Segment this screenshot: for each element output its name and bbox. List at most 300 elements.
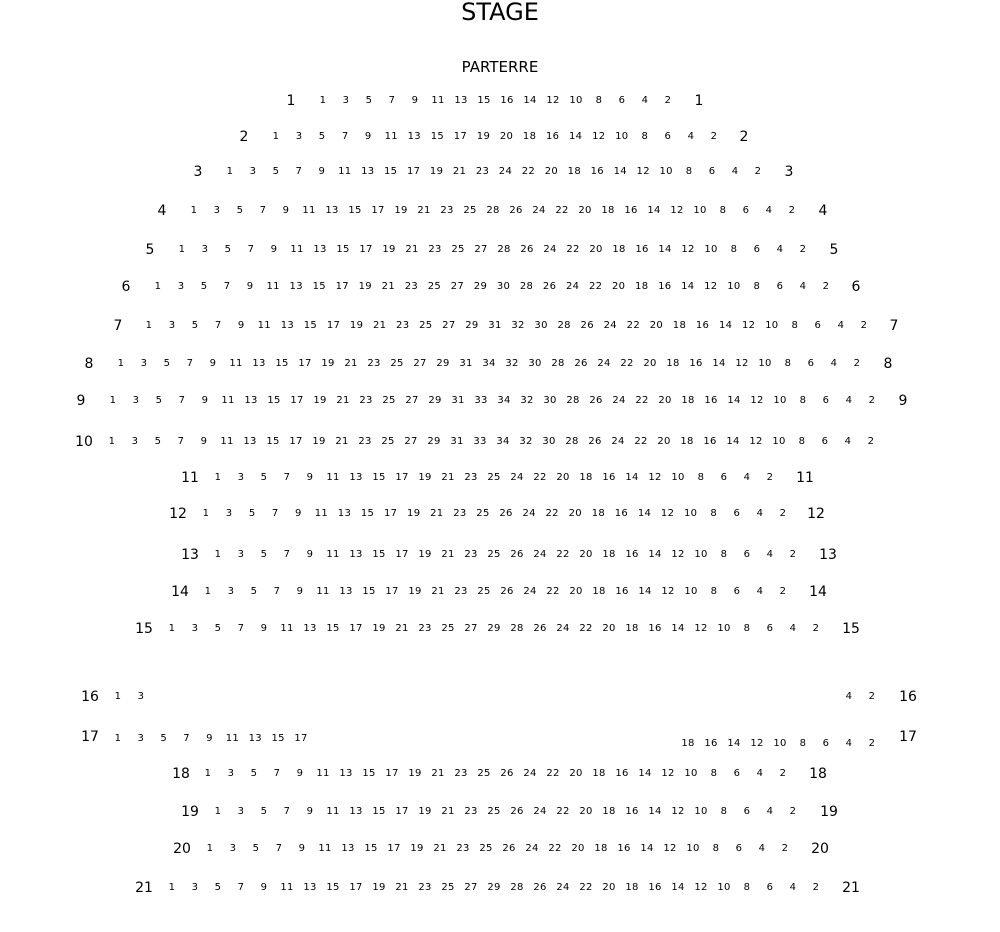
seat[interactable]: 26: [499, 508, 513, 519]
seat[interactable]: 20: [499, 131, 514, 142]
seat[interactable]: 21: [441, 549, 455, 560]
seat[interactable]: 7: [271, 508, 279, 519]
seat[interactable]: 20: [602, 882, 616, 893]
seat[interactable]: 16: [590, 166, 604, 177]
seat[interactable]: 7: [177, 436, 185, 447]
seat[interactable]: 22: [634, 436, 648, 447]
seat[interactable]: 23: [404, 281, 419, 292]
seat[interactable]: 13: [341, 843, 355, 854]
seat[interactable]: 11: [220, 436, 234, 447]
seat[interactable]: 14: [671, 623, 685, 634]
seat[interactable]: 20: [544, 166, 559, 177]
seat[interactable]: 10: [694, 806, 708, 817]
seat[interactable]: 4: [756, 586, 764, 597]
seat[interactable]: 17: [290, 395, 304, 406]
seat[interactable]: 7: [273, 768, 281, 779]
seat[interactable]: 13: [243, 436, 257, 447]
seat[interactable]: 6: [618, 95, 626, 106]
seat[interactable]: 3: [137, 733, 145, 744]
seat[interactable]: 28: [510, 623, 524, 634]
seat[interactable]: 25: [476, 508, 490, 519]
seat[interactable]: 17: [349, 882, 363, 893]
seat[interactable]: 2: [812, 882, 820, 893]
seat[interactable]: 33: [474, 395, 488, 406]
seat[interactable]: 6: [766, 623, 774, 634]
seat[interactable]: 12: [694, 882, 708, 893]
seat[interactable]: 2: [868, 691, 876, 702]
seat[interactable]: 23: [456, 843, 470, 854]
seat[interactable]: 7: [223, 281, 231, 292]
seat[interactable]: 15: [362, 586, 376, 597]
seat[interactable]: 11: [384, 131, 398, 142]
seat[interactable]: 25: [419, 320, 433, 331]
seat[interactable]: 20: [602, 623, 616, 634]
seat[interactable]: 1: [114, 691, 122, 702]
seat[interactable]: 13: [337, 508, 352, 519]
seat[interactable]: 15: [360, 508, 375, 519]
seat[interactable]: 19: [429, 166, 444, 177]
seat[interactable]: 9: [237, 320, 245, 331]
seat[interactable]: 23: [453, 508, 467, 519]
seat[interactable]: 7: [214, 320, 222, 331]
seat[interactable]: 16: [624, 205, 638, 216]
seat[interactable]: 18: [672, 320, 687, 331]
seat[interactable]: 25: [381, 436, 395, 447]
seat[interactable]: 1: [206, 843, 214, 854]
seat[interactable]: 24: [525, 843, 539, 854]
seat[interactable]: 6: [821, 436, 829, 447]
seat[interactable]: 14: [726, 436, 740, 447]
seat[interactable]: 8: [710, 508, 718, 519]
seat[interactable]: 11: [431, 95, 445, 106]
seat[interactable]: 16: [704, 738, 718, 749]
seat[interactable]: 7: [388, 95, 396, 106]
seat[interactable]: 19: [408, 768, 422, 779]
seat[interactable]: 6: [720, 472, 728, 483]
seat[interactable]: 2: [853, 358, 861, 369]
seat[interactable]: 2: [779, 586, 787, 597]
seat[interactable]: 23: [396, 320, 410, 331]
seat[interactable]: 19: [418, 806, 432, 817]
seat[interactable]: 20: [589, 244, 603, 255]
seat[interactable]: 28: [486, 205, 500, 216]
seat[interactable]: 3: [132, 395, 140, 406]
seat[interactable]: 15: [326, 882, 340, 893]
seat[interactable]: 18: [680, 436, 694, 447]
seat[interactable]: 9: [294, 508, 302, 519]
seat[interactable]: 20: [612, 281, 626, 292]
seat[interactable]: 8: [791, 320, 799, 331]
seat[interactable]: 4: [766, 806, 774, 817]
seat[interactable]: 26: [588, 436, 602, 447]
seat[interactable]: 21: [441, 806, 455, 817]
seat[interactable]: 8: [743, 623, 751, 634]
seat[interactable]: 23: [440, 205, 454, 216]
seat[interactable]: 11: [266, 281, 280, 292]
seat[interactable]: 15: [384, 166, 398, 177]
seat[interactable]: 1: [272, 131, 280, 142]
seat[interactable]: 14: [613, 166, 627, 177]
seat[interactable]: 7: [275, 843, 283, 854]
seat[interactable]: 19: [372, 623, 386, 634]
seat[interactable]: 3: [342, 95, 350, 106]
seat[interactable]: 13: [454, 95, 468, 106]
seat[interactable]: 11: [280, 882, 294, 893]
seat[interactable]: 9: [364, 131, 372, 142]
seat[interactable]: 10: [765, 320, 779, 331]
seat[interactable]: 21: [344, 358, 358, 369]
seat[interactable]: 17: [335, 281, 349, 292]
seat[interactable]: 23: [475, 166, 490, 177]
seat[interactable]: 20: [571, 843, 585, 854]
seat[interactable]: 13: [289, 281, 303, 292]
seat[interactable]: 14: [640, 843, 654, 854]
seat[interactable]: 15: [303, 320, 318, 331]
seat[interactable]: 1: [202, 508, 210, 519]
seat[interactable]: 6: [743, 549, 751, 560]
seat[interactable]: 24: [522, 508, 536, 519]
seat[interactable]: 16: [615, 586, 629, 597]
seat[interactable]: 11: [229, 358, 243, 369]
seat[interactable]: 10: [758, 358, 772, 369]
seat[interactable]: 18: [681, 395, 695, 406]
seat[interactable]: 7: [186, 358, 194, 369]
seat[interactable]: 16: [615, 768, 629, 779]
seat[interactable]: 5: [200, 281, 208, 292]
seat[interactable]: 6: [664, 131, 672, 142]
seat[interactable]: 15: [266, 436, 280, 447]
seat[interactable]: 3: [191, 882, 199, 893]
seat[interactable]: 6: [735, 843, 743, 854]
seat[interactable]: 3: [213, 205, 221, 216]
seat[interactable]: 23: [358, 436, 372, 447]
seat[interactable]: 5: [160, 733, 168, 744]
seat[interactable]: 15: [336, 244, 350, 255]
seat[interactable]: 14: [712, 358, 726, 369]
seat[interactable]: 12: [681, 244, 695, 255]
seat[interactable]: 5: [214, 623, 222, 634]
seat[interactable]: 13: [280, 320, 295, 331]
seat[interactable]: 13: [252, 358, 266, 369]
seat[interactable]: 9: [296, 768, 304, 779]
seat[interactable]: 14: [727, 395, 741, 406]
seat[interactable]: 21: [452, 166, 467, 177]
seat[interactable]: 31: [488, 320, 502, 331]
seat[interactable]: 4: [756, 768, 764, 779]
seat[interactable]: 4: [765, 205, 773, 216]
seat[interactable]: 27: [404, 436, 418, 447]
seat[interactable]: 30: [496, 281, 511, 292]
seat[interactable]: 7: [259, 205, 267, 216]
seat[interactable]: 1: [204, 768, 212, 779]
seat[interactable]: 3: [229, 843, 237, 854]
seat[interactable]: 8: [595, 95, 603, 106]
seat[interactable]: 11: [221, 395, 235, 406]
seat[interactable]: 2: [822, 281, 830, 292]
seat[interactable]: 9: [306, 549, 314, 560]
seat[interactable]: 26: [574, 358, 588, 369]
seat[interactable]: 12: [704, 281, 718, 292]
seat[interactable]: 22: [545, 508, 559, 519]
seat[interactable]: 16: [703, 436, 717, 447]
seat[interactable]: 3: [201, 244, 209, 255]
seat[interactable]: 4: [837, 320, 845, 331]
seat[interactable]: 18: [635, 281, 649, 292]
seat[interactable]: 1: [214, 549, 222, 560]
seat[interactable]: 10: [615, 131, 629, 142]
seat[interactable]: 22: [635, 395, 649, 406]
seat[interactable]: 15: [275, 358, 289, 369]
seat[interactable]: 20: [578, 205, 592, 216]
seat[interactable]: 10: [727, 281, 741, 292]
seat[interactable]: 25: [487, 806, 501, 817]
seat[interactable]: 4: [845, 691, 853, 702]
seat[interactable]: 15: [372, 549, 386, 560]
seat[interactable]: 14: [523, 95, 537, 106]
seat[interactable]: 17: [453, 131, 468, 142]
seat[interactable]: 23: [418, 623, 432, 634]
seat[interactable]: 10: [717, 882, 731, 893]
seat[interactable]: 16: [617, 843, 631, 854]
seat[interactable]: 9: [306, 806, 314, 817]
seat[interactable]: 6: [822, 395, 830, 406]
seat[interactable]: 28: [497, 244, 511, 255]
seat[interactable]: 32: [511, 320, 525, 331]
seat[interactable]: 7: [273, 586, 281, 597]
seat[interactable]: 2: [779, 508, 787, 519]
seat[interactable]: 24: [612, 395, 626, 406]
seat[interactable]: 3: [295, 131, 303, 142]
seat[interactable]: 22: [548, 843, 562, 854]
seat[interactable]: 25: [427, 281, 442, 292]
seat[interactable]: 9: [260, 623, 268, 634]
seat[interactable]: 17: [359, 244, 373, 255]
seat[interactable]: 21: [336, 395, 350, 406]
seat[interactable]: 11: [290, 244, 304, 255]
seat[interactable]: 16: [625, 806, 639, 817]
seat[interactable]: 20: [649, 320, 664, 331]
seat[interactable]: 17: [289, 436, 303, 447]
seat[interactable]: 21: [335, 436, 349, 447]
seat[interactable]: 2: [766, 472, 774, 483]
seat[interactable]: 24: [523, 768, 537, 779]
seat[interactable]: 7: [247, 244, 255, 255]
seat[interactable]: 26: [502, 843, 516, 854]
seat[interactable]: 18: [522, 131, 537, 142]
seat[interactable]: 10: [671, 472, 685, 483]
seat[interactable]: 2: [754, 166, 762, 177]
seat[interactable]: 1: [114, 733, 122, 744]
seat[interactable]: 11: [302, 205, 316, 216]
seat[interactable]: 10: [773, 395, 787, 406]
seat[interactable]: 16: [614, 508, 629, 519]
seat[interactable]: 4: [845, 395, 853, 406]
seat[interactable]: 18: [625, 623, 639, 634]
seat[interactable]: 25: [451, 244, 465, 255]
seat[interactable]: 22: [521, 166, 536, 177]
seat[interactable]: 24: [603, 320, 617, 331]
seat[interactable]: 14: [658, 244, 672, 255]
seat[interactable]: 10: [686, 843, 700, 854]
seat[interactable]: 30: [542, 436, 556, 447]
seat[interactable]: 7: [283, 806, 291, 817]
seat[interactable]: 4: [789, 623, 797, 634]
seat[interactable]: 25: [487, 549, 501, 560]
seat[interactable]: 18: [601, 205, 615, 216]
seat[interactable]: 27: [450, 281, 465, 292]
seat[interactable]: 18: [591, 508, 606, 519]
seat[interactable]: 24: [611, 436, 625, 447]
seat[interactable]: 6: [822, 738, 830, 749]
seat[interactable]: 13: [349, 472, 363, 483]
seat[interactable]: 6: [743, 806, 751, 817]
seat[interactable]: 12: [663, 843, 677, 854]
seat[interactable]: 16: [602, 472, 616, 483]
seat[interactable]: 14: [638, 586, 652, 597]
seat[interactable]: 24: [533, 549, 547, 560]
seat[interactable]: 18: [681, 738, 695, 749]
seat[interactable]: 10: [717, 623, 731, 634]
seat[interactable]: 1: [214, 806, 222, 817]
seat[interactable]: 17: [371, 205, 385, 216]
seat[interactable]: 8: [697, 472, 705, 483]
seat[interactable]: 5: [154, 436, 162, 447]
seat[interactable]: 21: [417, 205, 431, 216]
seat[interactable]: 13: [244, 395, 258, 406]
seat[interactable]: 7: [283, 472, 291, 483]
seat[interactable]: 1: [168, 882, 176, 893]
seat[interactable]: 1: [204, 586, 212, 597]
seat[interactable]: 32: [520, 395, 534, 406]
seat[interactable]: 2: [868, 395, 876, 406]
seat[interactable]: 22: [546, 768, 560, 779]
seat[interactable]: 2: [781, 843, 789, 854]
seat[interactable]: 19: [410, 843, 424, 854]
seat[interactable]: 22: [533, 472, 547, 483]
seat[interactable]: 1: [117, 358, 125, 369]
seat[interactable]: 16: [658, 281, 672, 292]
seat[interactable]: 10: [773, 738, 787, 749]
seat[interactable]: 25: [441, 882, 455, 893]
seat[interactable]: 4: [776, 244, 784, 255]
seat[interactable]: 2: [799, 244, 807, 255]
seat[interactable]: 12: [546, 95, 560, 106]
seat[interactable]: 27: [464, 882, 478, 893]
seat[interactable]: 24: [533, 806, 547, 817]
seat[interactable]: 15: [271, 733, 285, 744]
seat[interactable]: 8: [743, 882, 751, 893]
seat[interactable]: 26: [500, 586, 514, 597]
seat[interactable]: 30: [528, 358, 542, 369]
seat[interactable]: 14: [647, 205, 661, 216]
seat[interactable]: 18: [567, 166, 582, 177]
seat[interactable]: 11: [316, 768, 330, 779]
seat[interactable]: 9: [209, 358, 217, 369]
seat[interactable]: 19: [358, 281, 372, 292]
seat[interactable]: 9: [200, 436, 208, 447]
seat[interactable]: 25: [479, 843, 493, 854]
seat[interactable]: 14: [648, 549, 662, 560]
seat[interactable]: 6: [766, 882, 774, 893]
seat[interactable]: 4: [758, 843, 766, 854]
seat[interactable]: 11: [326, 472, 340, 483]
seat[interactable]: 26: [580, 320, 594, 331]
seat[interactable]: 9: [296, 586, 304, 597]
seat[interactable]: 9: [306, 472, 314, 483]
seat[interactable]: 19: [321, 358, 335, 369]
seat[interactable]: 18: [602, 806, 616, 817]
seat[interactable]: 26: [520, 244, 534, 255]
seat[interactable]: 2: [868, 738, 876, 749]
seat[interactable]: 24: [532, 205, 546, 216]
seat[interactable]: 8: [710, 768, 718, 779]
seat[interactable]: 12: [648, 472, 662, 483]
seat[interactable]: 8: [641, 131, 649, 142]
seat[interactable]: 20: [569, 586, 583, 597]
seat[interactable]: 30: [534, 320, 548, 331]
seat[interactable]: 12: [735, 358, 749, 369]
seat[interactable]: 15: [477, 95, 491, 106]
seat[interactable]: 15: [372, 806, 386, 817]
seat[interactable]: 14: [569, 131, 583, 142]
seat[interactable]: 28: [566, 395, 580, 406]
seat[interactable]: 1: [319, 95, 327, 106]
seat[interactable]: 5: [236, 205, 244, 216]
seat[interactable]: 7: [178, 395, 186, 406]
seat[interactable]: 13: [248, 733, 262, 744]
seat[interactable]: 19: [313, 395, 327, 406]
seat[interactable]: 23: [428, 244, 442, 255]
seat[interactable]: 2: [710, 131, 718, 142]
seat[interactable]: 6: [733, 508, 741, 519]
seat[interactable]: 8: [720, 549, 728, 560]
seat[interactable]: 9: [260, 882, 268, 893]
seat[interactable]: 14: [637, 508, 652, 519]
seat[interactable]: 10: [659, 166, 673, 177]
seat[interactable]: 9: [270, 244, 278, 255]
seat[interactable]: 23: [454, 586, 468, 597]
seat[interactable]: 26: [542, 281, 557, 292]
seat[interactable]: 4: [766, 549, 774, 560]
seat[interactable]: 4: [731, 166, 739, 177]
seat[interactable]: 5: [250, 586, 258, 597]
seat[interactable]: 9: [246, 281, 254, 292]
seat[interactable]: 16: [689, 358, 703, 369]
seat[interactable]: 24: [556, 882, 570, 893]
seat[interactable]: 20: [579, 549, 593, 560]
seat[interactable]: 9: [201, 395, 209, 406]
seat[interactable]: 11: [225, 733, 240, 744]
seat[interactable]: 32: [519, 436, 533, 447]
seat[interactable]: 17: [385, 586, 399, 597]
seat[interactable]: 17: [395, 549, 409, 560]
seat[interactable]: 15: [267, 395, 281, 406]
seat[interactable]: 24: [523, 586, 537, 597]
seat[interactable]: 10: [684, 508, 698, 519]
seat[interactable]: 20: [658, 395, 672, 406]
seat[interactable]: 19: [394, 205, 408, 216]
seat[interactable]: 5: [318, 131, 326, 142]
seat[interactable]: 12: [661, 586, 675, 597]
seat[interactable]: 28: [519, 281, 534, 292]
seat[interactable]: 3: [237, 472, 245, 483]
seat[interactable]: 5: [365, 95, 373, 106]
seat[interactable]: 5: [163, 358, 171, 369]
seat[interactable]: 3: [168, 320, 176, 331]
seat[interactable]: 12: [592, 131, 606, 142]
seat[interactable]: 22: [556, 806, 570, 817]
seat[interactable]: 16: [695, 320, 710, 331]
